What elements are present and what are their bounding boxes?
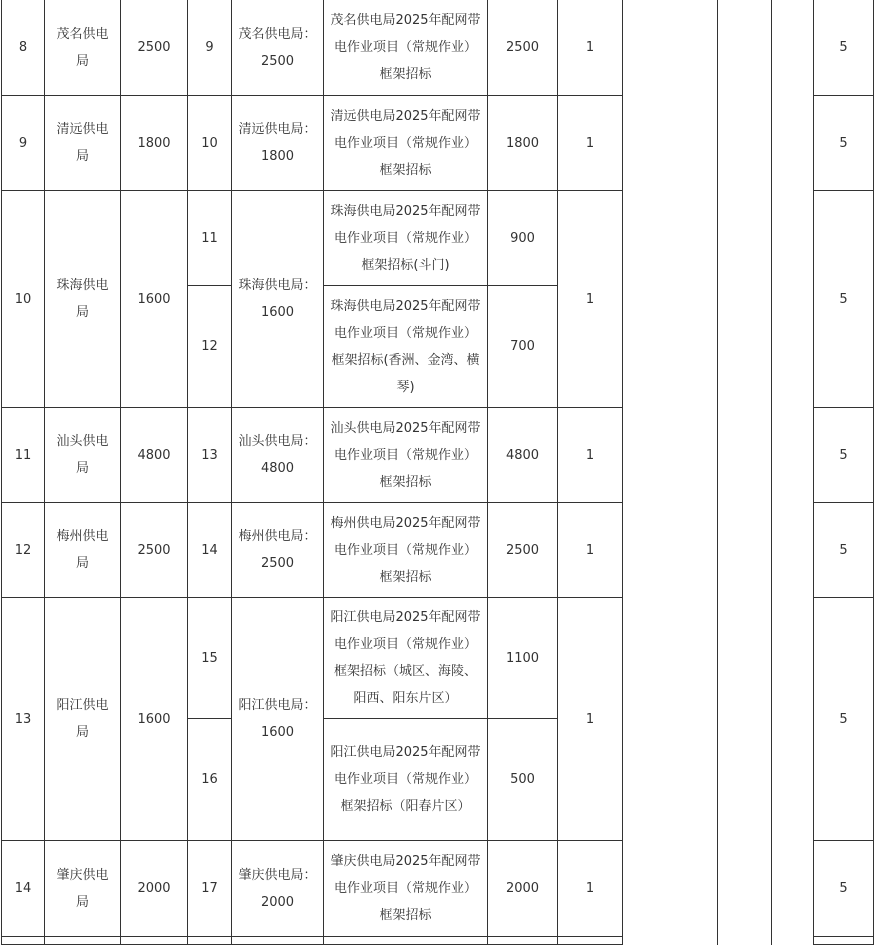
table-row bbox=[2, 841, 874, 937]
table-row bbox=[2, 96, 874, 191]
package-amount-cell: 1800 bbox=[488, 96, 558, 191]
project-name-cell: 阳江供电局2025年配网带电作业项目（常规作业）框架招标（城区、海陵、阳西、阳东片区） bbox=[324, 598, 488, 719]
empty-cell bbox=[772, 96, 814, 191]
package-unit-cell: 阳江供电局：1600 bbox=[232, 598, 324, 841]
empty-cell bbox=[623, 503, 718, 598]
limit-cell: 5 bbox=[814, 598, 874, 841]
package-amount-cell: 2500 bbox=[488, 0, 558, 96]
seq-cell: 13 bbox=[2, 598, 45, 841]
package-no-cell: 9 bbox=[188, 0, 232, 96]
project-name-cell: 肇庆供电局2025年配网带电作业项目（常规作业）框架招标 bbox=[324, 841, 488, 937]
package-unit-cell: 梅州供电局：2500 bbox=[232, 503, 324, 598]
package-no-cell: 15 bbox=[188, 598, 232, 719]
package-amount-cell: 700 bbox=[488, 286, 558, 408]
amount-cell: 1600 bbox=[121, 598, 188, 841]
amount-cell: 2500 bbox=[121, 503, 188, 598]
winners-cell: 1 bbox=[558, 841, 623, 937]
winners-cell: 1 bbox=[558, 191, 623, 408]
package-no-cell: 11 bbox=[188, 191, 232, 286]
limit-cell: 5 bbox=[814, 503, 874, 598]
seq-cell: 12 bbox=[2, 503, 45, 598]
unit-cell: 肇庆供电局 bbox=[45, 841, 121, 937]
project-name-cell: 梅州供电局2025年配网带电作业项目（常规作业）框架招标 bbox=[324, 503, 488, 598]
table-row bbox=[2, 503, 874, 598]
table-row bbox=[2, 0, 874, 96]
amount-cell: 2000 bbox=[121, 841, 188, 937]
tender-table bbox=[1, 0, 874, 945]
package-amount-cell: 2500 bbox=[488, 503, 558, 598]
project-name-cell: 珠海供电局2025年配网带电作业项目（常规作业）框架招标(斗门) bbox=[324, 191, 488, 286]
limit-cell: 5 bbox=[814, 96, 874, 191]
empty-cell bbox=[718, 841, 772, 937]
project-name-cell: 茂名供电局2025年配网带电作业项目（常规作业）框架招标 bbox=[324, 0, 488, 96]
empty-cell bbox=[623, 191, 718, 408]
unit-cell: 梅州供电局 bbox=[45, 503, 121, 598]
table-row bbox=[2, 408, 874, 503]
empty-cell bbox=[772, 191, 814, 408]
seq-cell: 8 bbox=[2, 0, 45, 96]
empty-cell bbox=[718, 408, 772, 503]
winners-cell: 1 bbox=[558, 96, 623, 191]
empty-cell bbox=[772, 408, 814, 503]
package-unit-cell: 汕头供电局：4800 bbox=[232, 408, 324, 503]
limit-cell: 5 bbox=[814, 0, 874, 96]
table-row bbox=[2, 191, 874, 286]
package-amount-cell: 2000 bbox=[488, 841, 558, 937]
package-unit-cell: 茂名供电局：2500 bbox=[232, 0, 324, 96]
limit-cell: 5 bbox=[814, 408, 874, 503]
unit-cell: 茂名供电局 bbox=[45, 0, 121, 96]
amount-cell: 4800 bbox=[121, 408, 188, 503]
winners-cell: 1 bbox=[558, 503, 623, 598]
winners-cell: 1 bbox=[558, 598, 623, 841]
limit-cell: 5 bbox=[814, 191, 874, 408]
empty-cell bbox=[772, 0, 814, 96]
empty-cell bbox=[718, 503, 772, 598]
seq-cell: 11 bbox=[2, 408, 45, 503]
unit-cell: 阳江供电局 bbox=[45, 598, 121, 841]
package-amount-cell: 4800 bbox=[488, 408, 558, 503]
empty-cell bbox=[718, 598, 772, 841]
unit-cell: 珠海供电局 bbox=[45, 191, 121, 408]
unit-cell: 清远供电局 bbox=[45, 96, 121, 191]
empty-cell bbox=[772, 503, 814, 598]
table-row bbox=[2, 598, 874, 719]
package-no-cell: 17 bbox=[188, 841, 232, 937]
seq-cell: 14 bbox=[2, 841, 45, 937]
empty-cell bbox=[718, 191, 772, 408]
empty-cell bbox=[718, 0, 772, 96]
package-unit-cell: 肇庆供电局：2000 bbox=[232, 841, 324, 937]
package-amount-cell: 500 bbox=[488, 719, 558, 841]
package-no-cell: 12 bbox=[188, 286, 232, 408]
amount-cell: 2500 bbox=[121, 0, 188, 96]
package-unit-cell: 珠海供电局：1600 bbox=[232, 191, 324, 408]
unit-cell: 汕头供电局 bbox=[45, 408, 121, 503]
project-name-cell: 清远供电局2025年配网带电作业项目（常规作业）框架招标 bbox=[324, 96, 488, 191]
package-unit-cell: 清远供电局：1800 bbox=[232, 96, 324, 191]
amount-cell: 1800 bbox=[121, 96, 188, 191]
package-no-cell: 16 bbox=[188, 719, 232, 841]
empty-cell bbox=[772, 598, 814, 841]
project-name-cell: 汕头供电局2025年配网带电作业项目（常规作业）框架招标 bbox=[324, 408, 488, 503]
limit-cell: 5 bbox=[814, 841, 874, 937]
winners-cell: 1 bbox=[558, 0, 623, 96]
empty-cell bbox=[623, 598, 718, 841]
empty-cell bbox=[772, 841, 814, 937]
project-name-cell: 珠海供电局2025年配网带电作业项目（常规作业）框架招标(香洲、金湾、横琴) bbox=[324, 286, 488, 408]
package-no-cell: 10 bbox=[188, 96, 232, 191]
empty-cell bbox=[623, 841, 718, 937]
winners-cell: 1 bbox=[558, 408, 623, 503]
package-amount-cell: 1100 bbox=[488, 598, 558, 719]
amount-cell: 1600 bbox=[121, 191, 188, 408]
project-name-cell: 阳江供电局2025年配网带电作业项目（常规作业）框架招标（阳春片区） bbox=[324, 719, 488, 841]
package-no-cell: 13 bbox=[188, 408, 232, 503]
seq-cell: 10 bbox=[2, 191, 45, 408]
empty-cell bbox=[623, 408, 718, 503]
empty-cell bbox=[623, 96, 718, 191]
package-amount-cell: 900 bbox=[488, 191, 558, 286]
package-no-cell: 14 bbox=[188, 503, 232, 598]
empty-cell bbox=[623, 0, 718, 96]
seq-cell: 9 bbox=[2, 96, 45, 191]
empty-cell bbox=[718, 96, 772, 191]
